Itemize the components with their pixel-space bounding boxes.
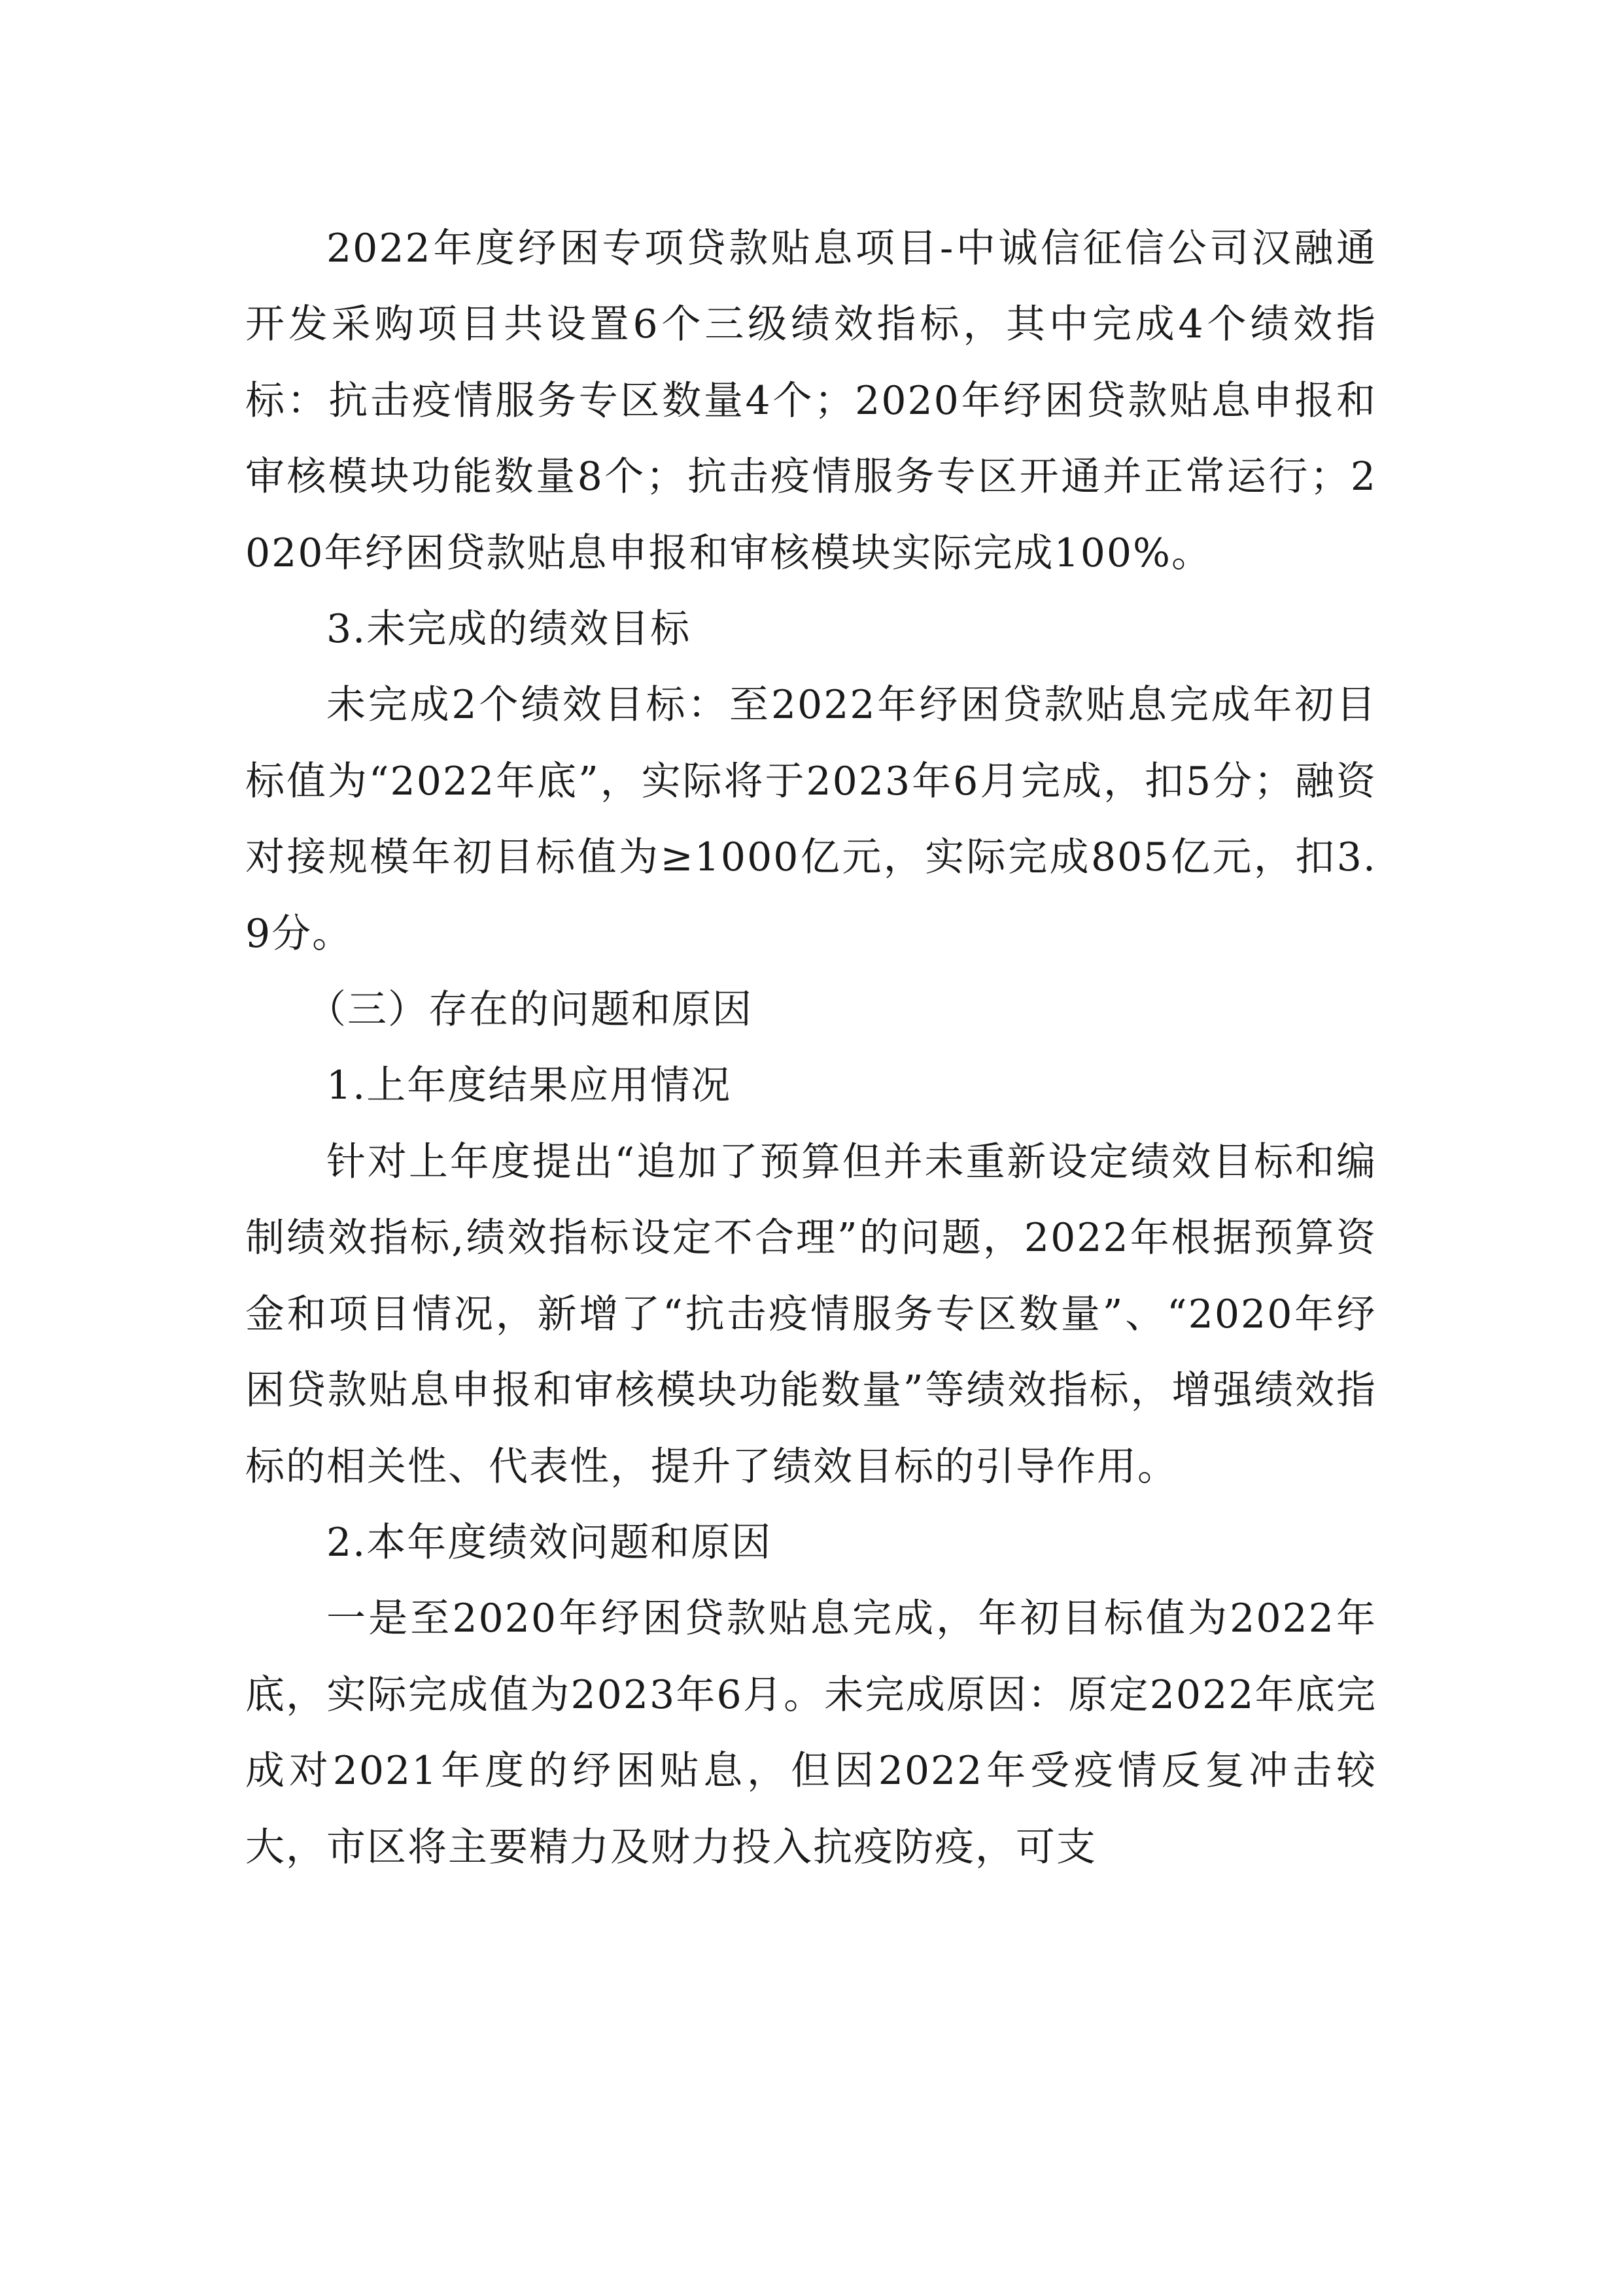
paragraph-project-indicators: 2022年度纾困专项贷款贴息项目-中诚信征信公司汉融通开发采购项目共设置6个三级绩效指标，其中完成4个绩效指标：抗击疫情服务专区数量4个；2020年纾困贷款贴息申报和审核模块功能数量8个；抗击疫情服务专区开通并正常运行；2020年纾困贷款贴息申报和审核模块实际完成100%。 — [245, 226, 1377, 576]
heading-problems-and-causes: （三）存在的问题和原因 — [307, 987, 753, 1033]
heading-unfinished-goals: 3.未完成的绩效目标 — [326, 606, 691, 653]
paragraph-this-year-problems: 一是至2020年纾困贷款贴息完成，年初目标值为2022年底，实际完成值为2023年6月。未完成原因：原定2022年底完成对2021年度的纾困贴息，但因2022年受疫情反复冲击较大，市区将主要精力及财力投入抗疫防疫，可支 — [245, 1596, 1377, 1870]
paragraph-last-year-results: 针对上年度提出“追加了预算但并未重新设定绩效目标和编制绩效指标,绩效指标设定不合理”的问题，2022年根据预算资金和项目情况，新增了“抗击疫情服务专区数量”、“2020年纾困贷款贴息申报和审核模块功能数量”等绩效指标，增强绩效指标的相关性、代表性，提升了绩效目标的引导作用。 — [245, 1139, 1377, 1490]
paragraph-unfinished-goals: 未完成2个绩效目标：至2022年纾困贷款贴息完成年初目标值为“2022年底”，实际将于2023年6月完成，扣5分；融资对接规模年初目标值为≥1000亿元，实际完成805亿元，扣3.9分。 — [245, 682, 1377, 957]
document-body — [245, 211, 1377, 1885]
heading-last-year-results: 1.上年度结果应用情况 — [326, 1063, 732, 1109]
heading-this-year-problems: 2.本年度绩效问题和原因 — [326, 1519, 772, 1566]
